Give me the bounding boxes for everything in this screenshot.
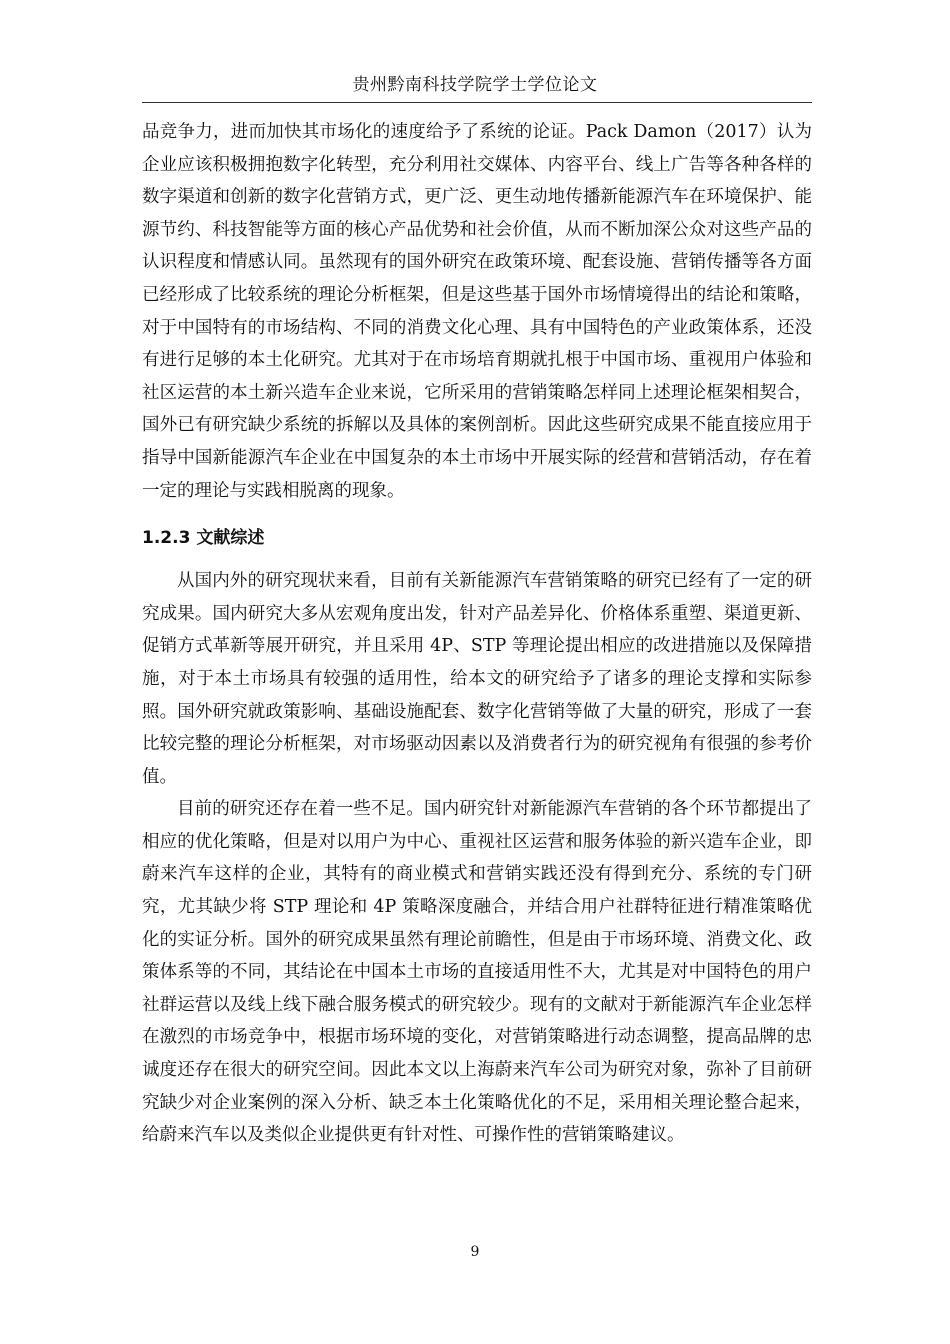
section-heading: 1.2.3 文献综述 — [142, 528, 265, 549]
document-body — [142, 116, 812, 1152]
body-paragraph-continued: 品竞争力，进而加快其市场化的速度给予了系统的论证。Pack Damon（2017）认为企业应该积极拥抱数字化转型，充分利用社交媒体、内容平台、线上广告等各种各样的数字渠道和创新的数字化营销方式，更广泛、更生动地传播新能源汽车在环境保护、能源节约、科技智能等方面的核心产品优势和社会价值，从而不断加深公众对这些产品的认识程度和情感认同。虽然现有的国外研究在政策环境、配套设施、营销传播等各方面已经形成了比较系统的理论分析框架，但是这些基于国外市场情境得出的结论和策略，对于中国特有的市场结构、不同的消费文化心理、具有中国特色的产业政策体系，还没有进行足够的本土化研究。尤其对于在市场培育期就扎根于中国市场、重视用户体验和社区运营的本土新兴造车企业来说，它所采用的营销策略怎样同上述理论框架相契合，国外已有研究缺少系统的拆解以及具体的案例剖析。因此这些研究成果不能直接应用于指导中国新能源汽车企业在中国复杂的本土市场中开展实际的经营和营销活动，存在着一定的理论与实践相脱离的现象。 — [142, 122, 812, 501]
body-paragraph: 目前的研究还存在着一些不足。国内研究针对新能源汽车营销的各个环节都提出了相应的优化策略，但是对以用户为中心、重视社区运营和服务体验的新兴造车企业，即蔚来汽车这样的企业，其特有的商业模式和营销实践还没有得到充分、系统的专门研究，尤其缺少将 STP 理论和 4P 策略深度融合，并结合用户社群特征进行精准策略优化的实证分析。国外的研究成果虽然有理论前瞻性，但是由于市场环境、消费文化、政策体系等的不同，其结论在中国本土市场的直接适用性不大，尤其是对中国特色的用户社群运营以及线上线下融合服务模式的研究较少。现有的文献对于新能源汽车企业怎样在激烈的市场竞争中，根据市场环境的变化，对营销策略进行动态调整，提高品牌的忠诚度还存在很大的研究空间。因此本文以上海蔚来汽车公司为研究对象，弥补了目前研究缺少对企业案例的深入分析、缺乏本土化策略优化的不足，采用相关理论整合起来，给蔚来汽车以及类似企业提供更有针对性、可操作性的营销策略建议。 — [142, 799, 812, 1146]
body-paragraph: 从国内外的研究现状来看，目前有关新能源汽车营销策略的研究已经有了一定的研究成果。国内研究大多从宏观角度出发，针对产品差异化、价格体系重塑、渠道更新、促销方式革新等展开研究，并且采用 4P、STP 等理论提出相应的改进措施以及保障措施，对于本土市场具有较强的适用性，给本文的研究给予了诸多的理论支撑和实际参照。国外研究就政策影响、基础设施配套、数字化营销等做了大量的研究，形成了一套比较完整的理论分析框架，对市场驱动因素以及消费者行为的研究视角有很强的参考价值。 — [142, 571, 812, 787]
running-header-title: 贵州黔南科技学院学士学位论文 — [352, 75, 598, 95]
page-number: 9 — [470, 1244, 480, 1260]
header-divider — [142, 102, 812, 103]
